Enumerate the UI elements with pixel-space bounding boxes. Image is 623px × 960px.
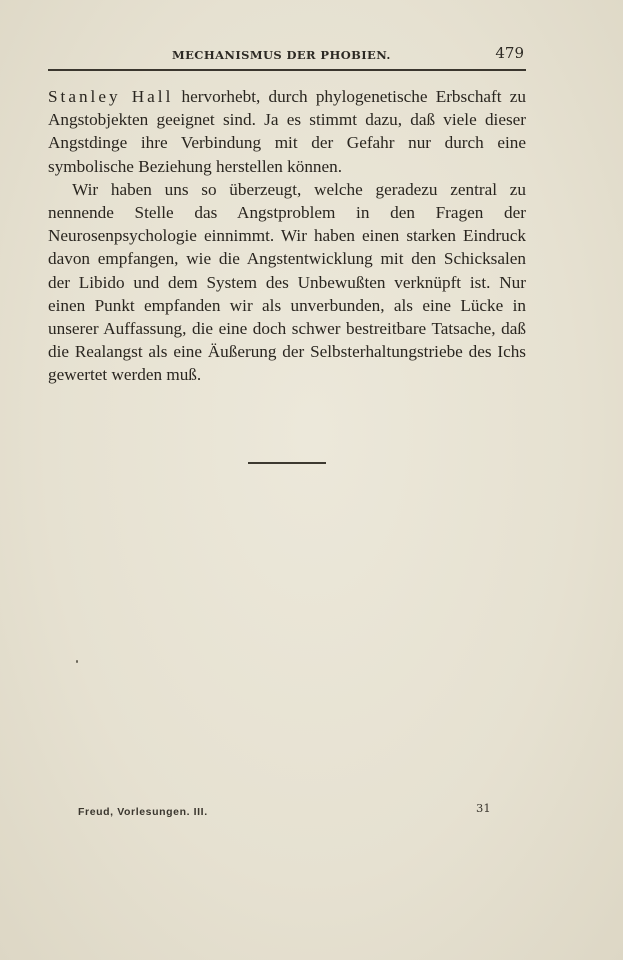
sheet-number: 31 [476,801,491,815]
section-end-rule [248,462,326,464]
paper-speck [76,660,78,663]
running-title: MECHANISMUS DER PHOBIEN. [172,48,391,62]
paragraph-1-text: hervorhebt, durch phylogenetische Erbschaft zu Angstobjekten geeignet sind. Ja es stimmt dazu, daß viele dieser Angstdinge ihre Verbindung mit der Gefahr nur durch eine symbolische Beziehung herstellen können. [48,87,526,176]
paragraph-2: Wir haben uns so überzeugt, welche geradezu zentral zu nennende Stelle das Angstproblem in den Fragen der Neurosenpsychologie einnimmt. Wir haben einen starken Eindruck davon empfangen, wie die Angstentwicklung mit den Schicksalen der Libido und dem System des Unbewußten verknüpft ist. Nur einen Punkt empfanden wir als unverbunden, als eine Lücke in unserer Auffassung, die eine doch schwer bestreitbare Tatsache, daß die Realangst als eine Äußerung der Selbsterhaltungstriebe des Ichs gewertet werden muß. [48,179,526,385]
footer-signature: Freud, Vorlesungen. III. [78,806,208,818]
author-name: Stanley Hall [48,87,174,106]
header-rule [48,69,526,71]
page-number: 479 [495,44,524,62]
page-header [48,44,526,66]
paragraph-1 [48,85,526,178]
body-text [48,85,526,387]
